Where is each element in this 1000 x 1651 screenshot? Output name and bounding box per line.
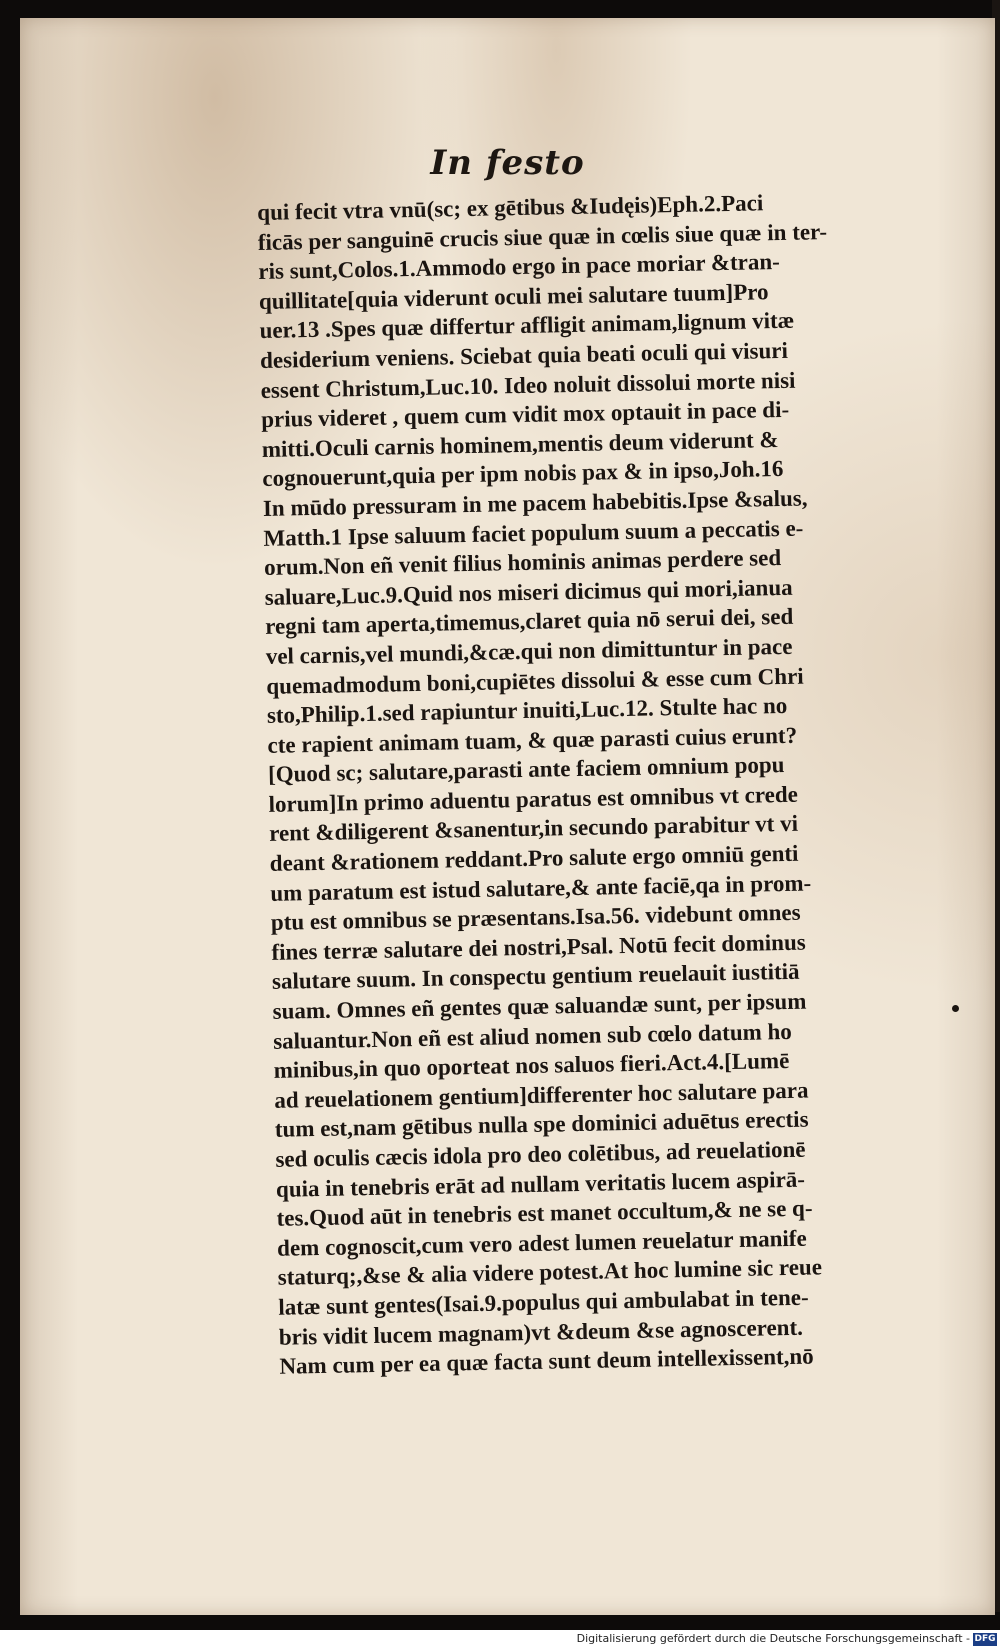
text-line: fines terræ salutare dei nostri,Psal. Notū fecit dominus [271, 929, 806, 965]
text-line: minibus,in quo oporteat nos saluos fieri.Act.4.[Lumē [273, 1048, 790, 1084]
text-line: salutare suum. In conspectu gentium reuelauit iustitiā [271, 959, 800, 995]
page-heading: In festo [430, 143, 585, 183]
margin-dot-mark [952, 1005, 959, 1012]
funding-credit-text: Digitalisierung gefördert durch die Deutsche Forschungsgemeinschaft - [576, 1632, 970, 1645]
text-line: ris sunt,Colos.1.Ammodo ergo in pace moriar &tran- [258, 249, 781, 285]
text-line: cte rapient animam tuam, & quæ parasti cuius erunt? [267, 722, 798, 758]
digitization-footer [0, 1630, 1000, 1651]
text-line: um paratum est istud salutare,& ante faciē,qa in prom- [270, 870, 812, 906]
text-line: suam. Omnes eñ gentes quæ saluandæ sunt, per ipsum [272, 988, 807, 1024]
text-line: ptu est omnibus se præsentans.Isa.56. videbunt omnes [270, 899, 801, 936]
text-line: tes.Quod aūt in tenebris est manet occultum,& ne se q- [276, 1195, 813, 1231]
text-line: ad reuelationem gentium]differenter hoc salutare para [274, 1077, 809, 1113]
dfg-logo: DFG [974, 1634, 996, 1644]
text-line: lorum]In primo aduentu paratus est omnibus vt crede [268, 781, 799, 817]
text-line: desiderium veniens. Sciebat quia beati oculi qui visuri [259, 337, 789, 373]
text-line: saluantur.Non eñ est aliud nomen sub cœlo datum ho [272, 1018, 793, 1054]
text-line: In mūdo pressuram in me pacem habebitis.Ipse &salus, [262, 485, 808, 521]
text-line: dem cognoscit,cum vero adest lumen reuelatur manife [276, 1225, 807, 1261]
paper-sheet [20, 18, 995, 1615]
body-text-block [257, 185, 970, 1382]
text-line: uer.13 .Spes quæ differtur affligit animam,lignum vitæ [259, 308, 795, 344]
text-line: deant &rationem reddant.Pro salute ergo omniū genti [269, 840, 799, 876]
text-line: ficās per sanguinē crucis siue quæ in cœlis siue quæ in ter- [257, 218, 828, 255]
text-line: vel carnis,vel mundi,&cæ.qui non dimittuntur in pace [265, 633, 793, 669]
text-line: bris vidit lucem magnam)vt &deum &se agnoscerent. [278, 1314, 804, 1350]
text-line: quia in tenebris erāt ad nullam veritatis lucem aspirā- [275, 1166, 806, 1202]
text-line: orum.Non eñ venit filius hominis animas perdere sed [263, 545, 782, 581]
text-line: sto,Philip.1.sed rapiuntur inuiti,Luc.12. Stulte hac no [266, 693, 788, 728]
text-line: staturq;,&se & alia videre potest.At hoc lumine sic reue [277, 1254, 823, 1291]
text-line: quillitate[quia viderunt oculi mei salutare tuum]Pro [258, 278, 769, 314]
text-line: saluare,Luc.9.Quid nos miseri dicimus qui mori,ianua [264, 574, 793, 610]
text-line: prius videret , quem cum vidit mox optauit in pace di- [261, 396, 790, 433]
text-line: rent &diligerent &sanentur,in secundo parabitur vt vi [268, 811, 799, 847]
text-line: mitti.Oculi carnis hominem,mentis deum viderunt & [261, 426, 779, 462]
text-line: quemadmodum boni,cupiētes dissolui & esse cum Chri [266, 663, 804, 699]
text-line: cognouerunt,quia per ipm nobis pax & in ipso,Joh.16 [262, 456, 784, 492]
text-line: tum est,nam gētibus nulla spe dominici aduētus erectis [274, 1106, 809, 1143]
text-line: Matth.1 Ipse saluum faciet populum suum a peccatis e- [263, 515, 804, 551]
text-line: latæ sunt gentes(Isai.9.populus qui ambulabat in tene- [278, 1284, 809, 1320]
text-line: [Quod sc; salutare,parasti ante faciem omnium popu [267, 752, 785, 788]
text-line: essent Christum,Luc.10. Ideo noluit dissolui morte nisi [260, 367, 796, 403]
text-line: regni tam aperta,timemus,claret quia nō serui dei, sed [264, 604, 794, 640]
text-line: sed oculis cæcis idola pro deo colētibus, ad reuelationē [275, 1136, 806, 1172]
text-line: qui fecit vtra vnū(sc; ex gētibus &Iudęis)Eph.2.Paci [257, 190, 764, 225]
text-line: Nam cum per ea quæ facta sunt deum intellexissent,nō [279, 1343, 814, 1379]
